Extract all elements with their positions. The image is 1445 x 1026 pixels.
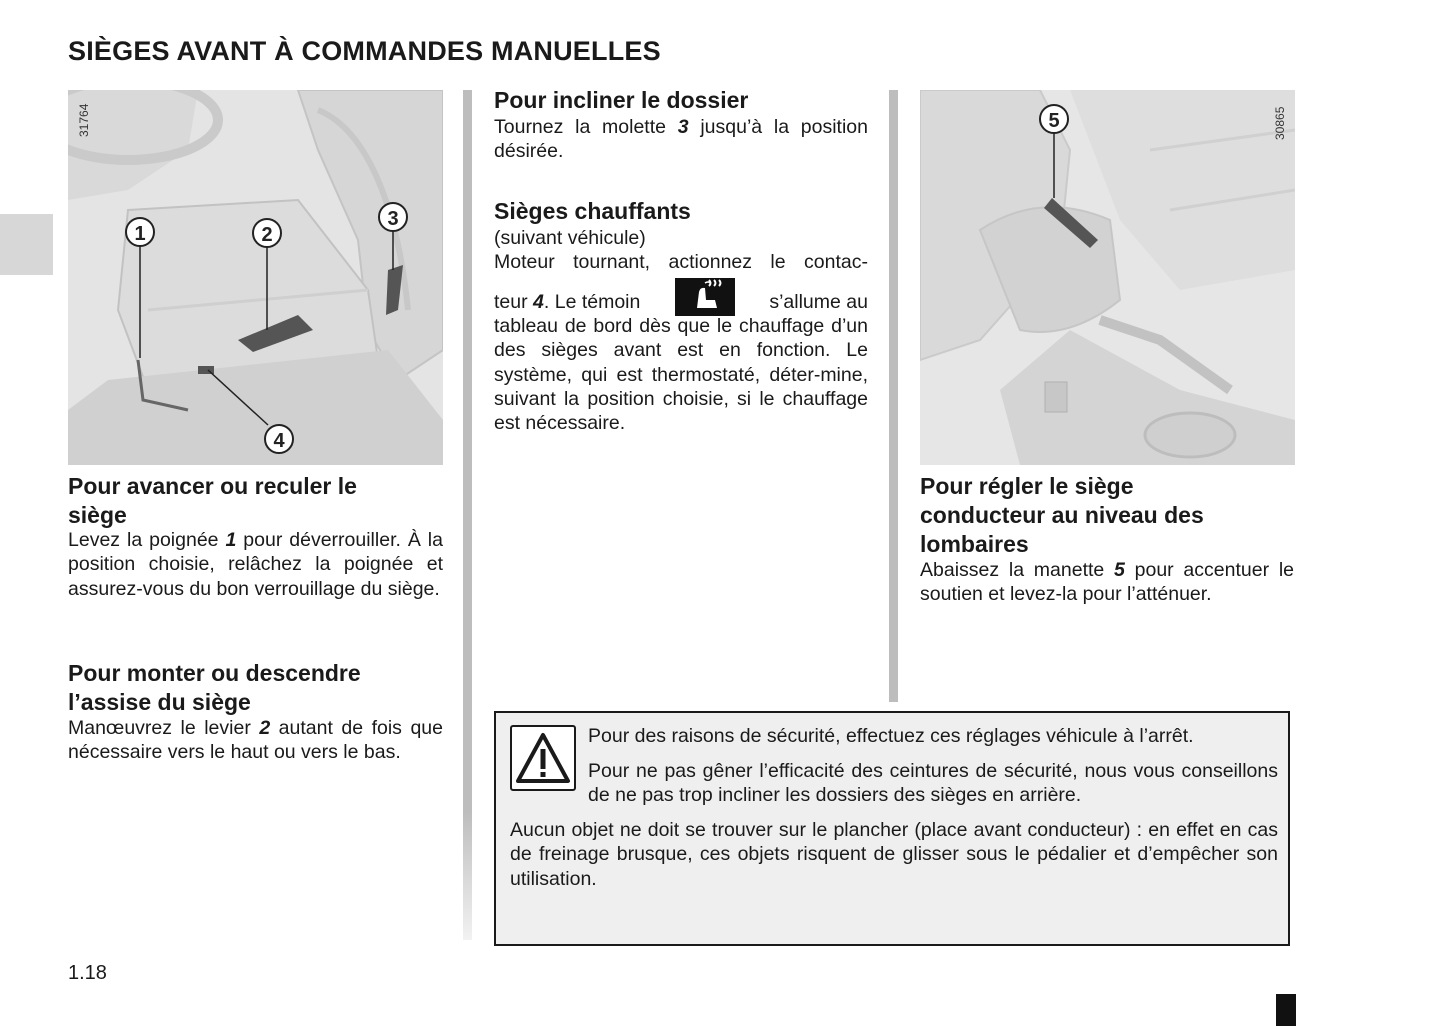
page-number: 1.18 [68,962,107,984]
heading-recline: Pour incliner le dossier [494,87,749,113]
column-divider-2 [889,90,898,702]
heading-move-seat: Pour avancer ou reculer le siège [68,473,357,528]
text-lumbar: Abaissez la manette 5 pour accentuer le soutien et levez-la pour l’atténuer. [920,559,1294,606]
callout-4 [265,425,293,453]
lumbar-control-illustration [920,90,1295,465]
text-heated-rest: tableau de bord dès que le chauffage d’un des sièges avant est en fonction. Le système, qui est thermostaté, déter-mine, suivant la position choisie, si le chauffage est nécessaire. [494,315,868,435]
warning-text-3: Aucun objet ne doit se trouver sur le plancher (place avant conducteur) : en effet en cas de freinage brusque, ces objets risquent de glisser sous le pédalier et d’empêcher son utilisation. [510,819,1278,890]
heading-lumbar: Pour régler le siège conducteur au niveau des lombaires [920,473,1204,557]
text-move-seat: Levez la poignée 1 pour déverrouiller. À la position choisie, relâchez la poignée et assurez-vous du bon verrouillage du siège. [68,529,443,600]
svg-text:2: 2 [261,224,273,246]
heading-heated-seats: Sièges chauffants [494,198,691,224]
callout-2 [253,219,281,247]
text-raise-seat: Manœuvrez le levier 2 autant de fois que nécessaire vers le haut ou vers le bas. [68,717,443,764]
seat-controls-illustration [68,90,443,465]
heated-seat-warning-light-icon [675,278,735,316]
heading-raise-seat: Pour monter ou descendre l’assise du siège [68,660,361,715]
callout-1 [126,218,154,246]
page-edge-marker [1276,994,1296,1026]
svg-text:5: 5 [1048,110,1060,132]
svg-text:1: 1 [134,223,146,245]
page-title: SIÈGES AVANT À COMMANDES MANUELLES [68,36,661,66]
warning-triangle-icon [510,725,576,791]
svg-text:3: 3 [387,208,399,230]
chapter-tab [0,214,53,275]
figure-ref-left: 31764 [77,103,91,137]
text-recline: Tournez la molette 3 jusqu’à la position désirée. [494,116,868,163]
safety-warning-box [494,711,1290,946]
warning-text-1: Pour des raisons de sécurité, effectuez ces réglages véhicule à l’arrêt. [588,725,1194,747]
text-heated-seats-note: (suivant véhicule) [494,227,646,249]
text-heated-line1: Moteur tournant, actionnez le contac- [494,251,868,273]
svg-text:4: 4 [273,430,285,452]
callout-5 [1040,105,1068,133]
warning-text-2: Pour ne pas gêner l’efficacité des ceintures de sécurité, nous vous conseillons de ne pas trop incliner les dossiers des sièges en arrière. [588,760,1278,807]
callout-3 [379,203,407,231]
figure-ref-right: 30865 [1273,106,1287,140]
column-divider-1 [463,90,472,940]
text-heated-line2: teur 4. Le témoin s’allume au [494,276,868,316]
